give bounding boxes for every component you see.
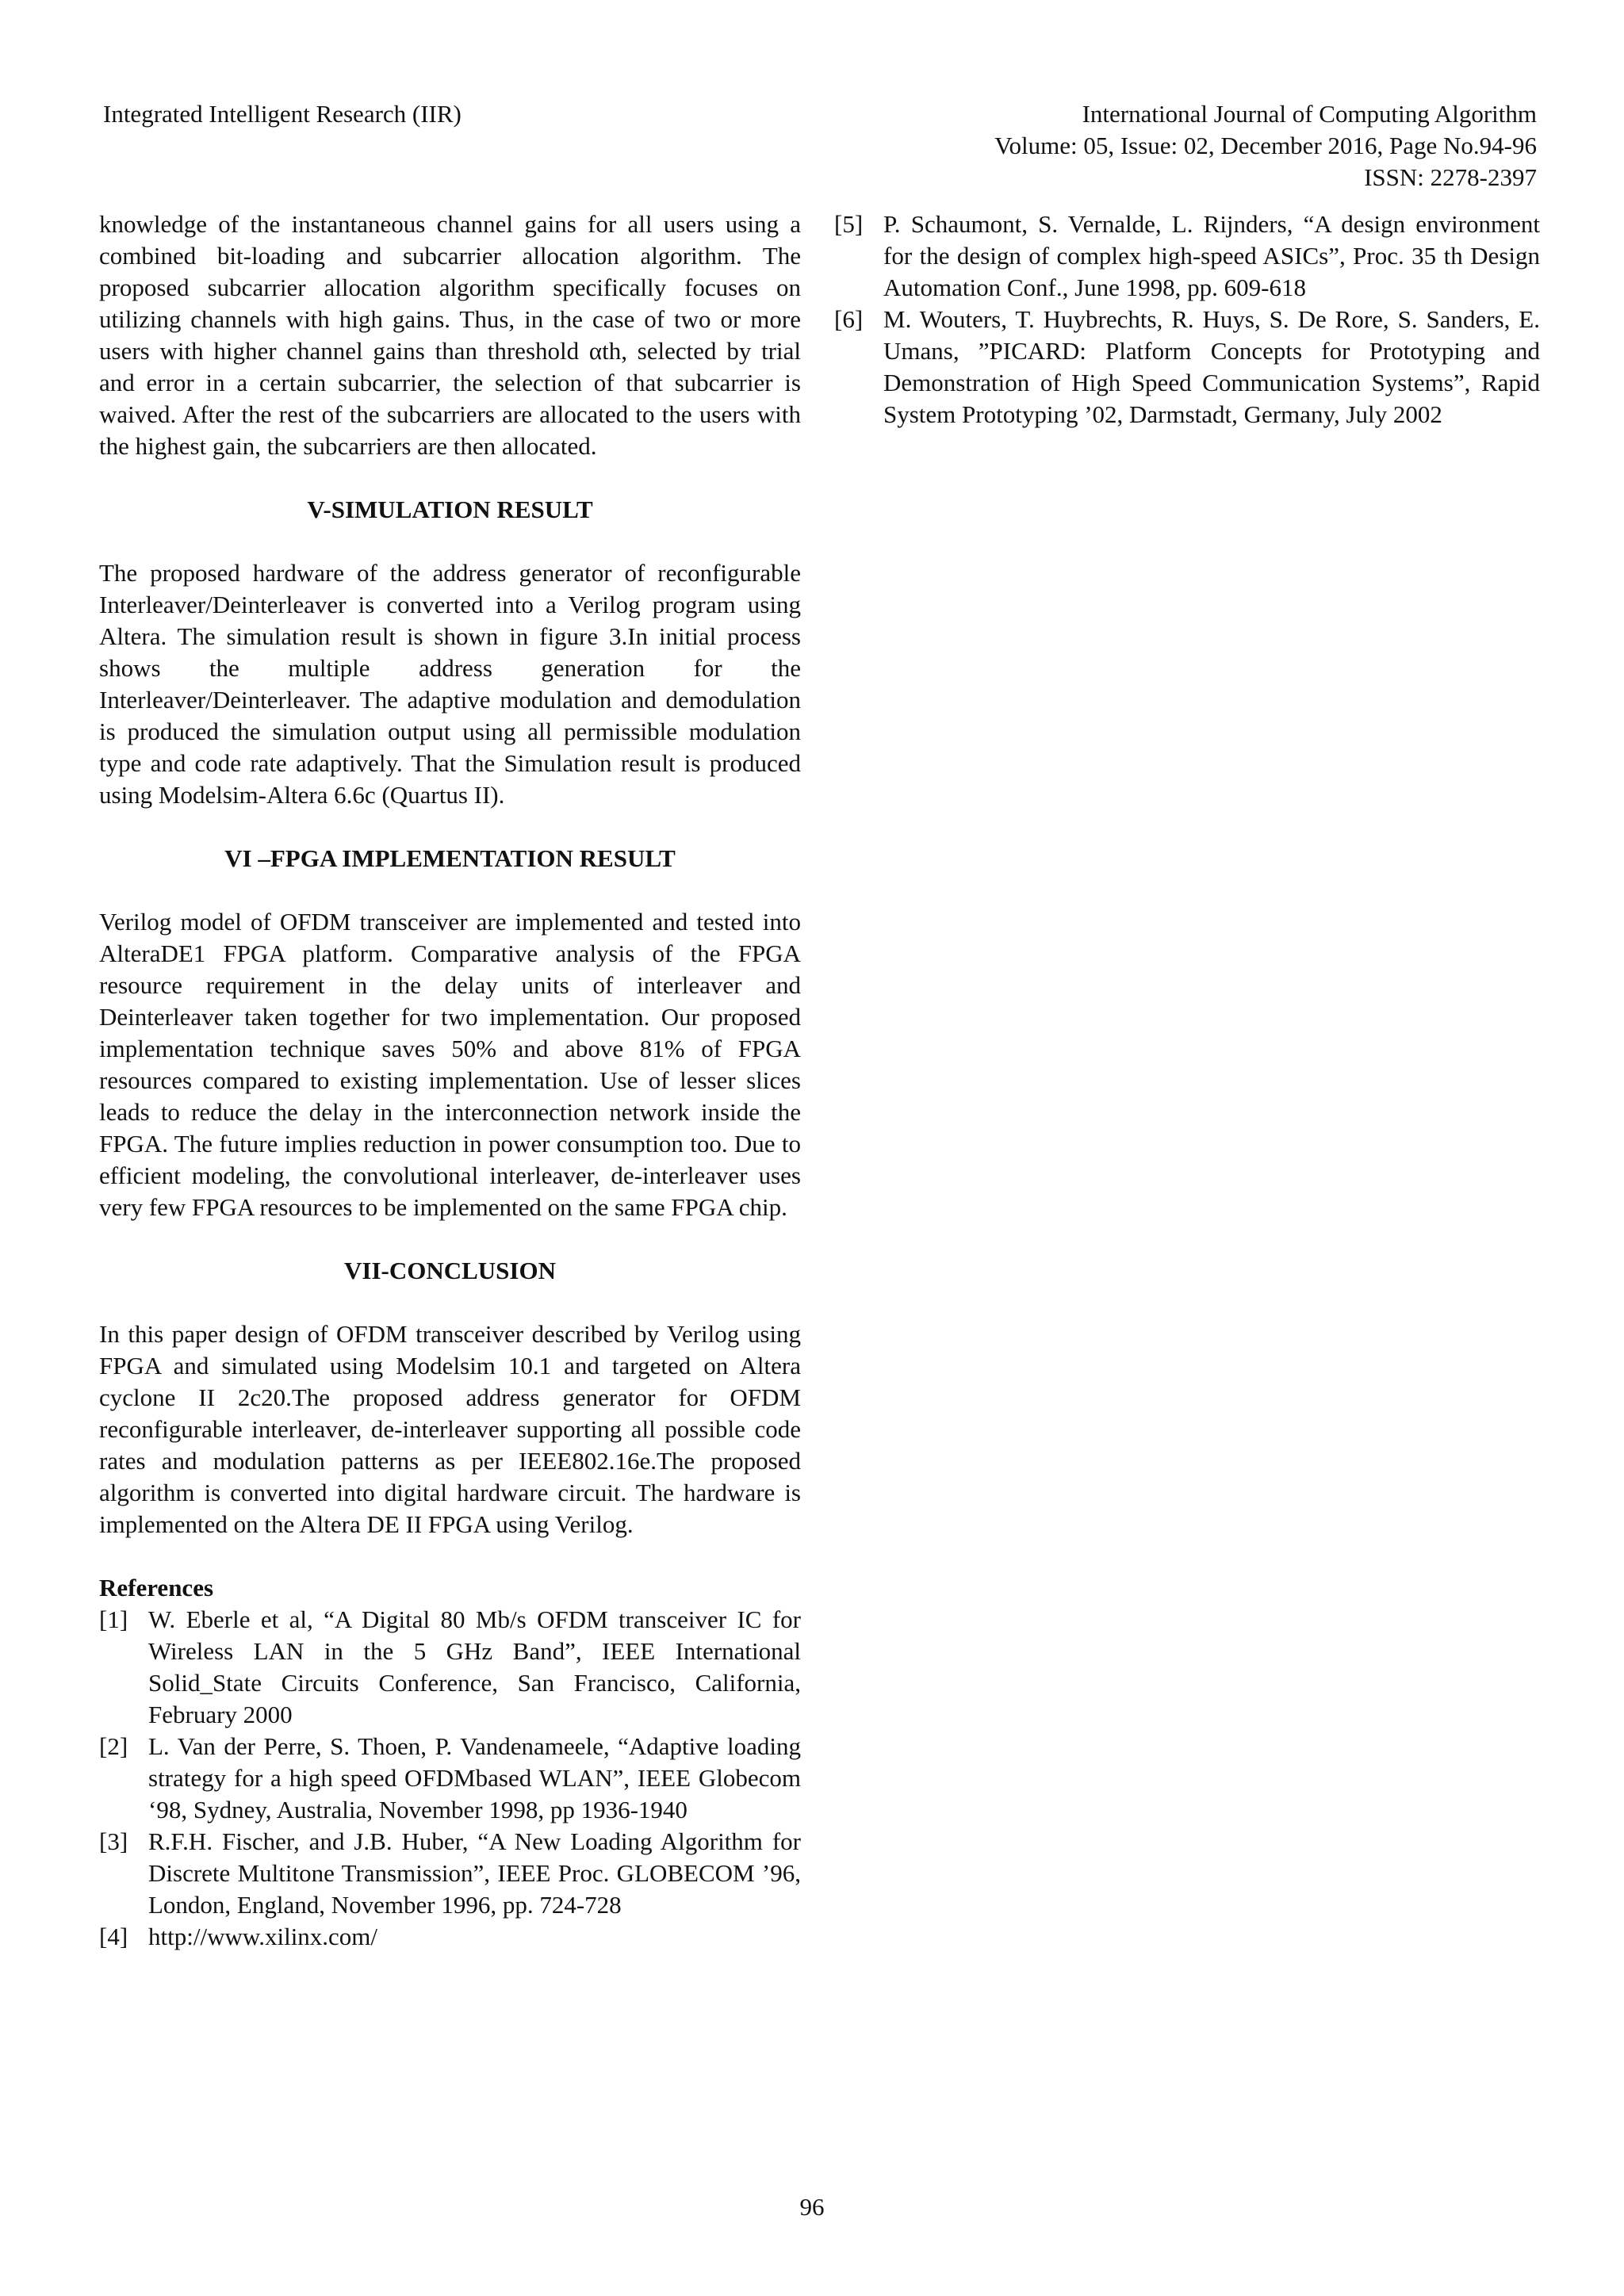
reference-number: [1]: [99, 1605, 128, 1633]
references-list-right: [834, 209, 1540, 430]
reference-item: [834, 304, 1540, 430]
page-number: 96: [799, 2193, 825, 2221]
reference-text: W. Eberle et al, “A Digital 80 Mb/s OFDM transceiver IC for Wireless LAN in the 5 GHz Band”, IEEE International Solid_State Circuits Conference, San Francisco, California, February 2000: [148, 1605, 801, 1728]
reference-text: M. Wouters, T. Huybrechts, R. Huys, S. De Rore, S. Sanders, E. Umans, ”PICARD: Platform Concepts for Prototyping and Demonstration of High Speed Communication Systems”, Rapid System Prototyping ’02, Darmstadt, Germany, July 2002: [883, 305, 1540, 428]
journal-name: International Journal of Computing Algorithm: [1082, 100, 1537, 128]
section-heading-fpga: VI –FPGA IMPLEMENTATION RESULT: [224, 844, 676, 872]
reference-item: [834, 209, 1540, 304]
reference-text: P. Schaumont, S. Vernalde, L. Rijnders, “A design environment for the design of complex high-speed ASICs”, Proc. 35 th Design Automation Conf., June 1998, pp. 609-618: [883, 210, 1540, 301]
reference-number: [4]: [99, 1923, 128, 1950]
section-paragraph-conclusion: In this paper design of OFDM transceiver described by Verilog using FPGA and simulated using Modelsim 10.1 and targeted on Altera cyclone II 2c20.The proposed address generator for OFDM reconfigurable interleaver, de-interleaver supporting all possible code rates and modulation patterns as per IEEE802.16e.The proposed algorithm is converted into digital hardware circuit. The hardware is implemented on the Altera DE II FPGA using Verilog.: [99, 1320, 801, 1538]
intro-paragraph: knowledge of the instantaneous channel gains for all users using a combined bit-loading and subcarrier allocation algorithm. The proposed subcarrier allocation algorithm specifically focuses on utilizing channels with high gains. Thus, in the case of two or more users with higher channel gains than threshold αth, selected by trial and error in a certain subcarrier, the selection of that subcarrier is waived. After the rest of the subcarriers are allocated to the users with the highest gain, the subcarriers are then allocated.: [99, 210, 801, 460]
section-heading-simulation: V-SIMULATION RESULT: [307, 496, 593, 523]
right-column: [834, 209, 1540, 430]
running-header-right: [823, 98, 1537, 193]
reference-item: [99, 1921, 801, 1953]
section-paragraph-simulation: The proposed hardware of the address generator of reconfigurable Interleaver/Deinterleaver is converted into a Verilog program using Altera. The simulation result is shown in figure 3.In initial process shows the multiple address generation for the Interleaver/Deinterleaver. The adaptive modulation and demodulation is produced the simulation output using all permissible modulation type and code rate adaptively. That the Simulation result is produced using Modelsim-Altera 6.6c (Quartus II).: [99, 559, 801, 809]
references-heading: References: [99, 1574, 214, 1601]
left-column: [99, 209, 801, 1953]
reference-item: [99, 1604, 801, 1731]
references-list-left: [99, 1604, 801, 1953]
reference-text: R.F.H. Fischer, and J.B. Huber, “A New Loading Algorithm for Discrete Multitone Transmission”, IEEE Proc. GLOBECOM ’96, London, England, November 1996, pp. 724-728: [148, 1827, 801, 1919]
reference-item: [99, 1826, 801, 1921]
reference-number: [5]: [834, 210, 864, 238]
journal-issn: ISSN: 2278-2397: [1364, 163, 1537, 191]
reference-number: [2]: [99, 1732, 128, 1760]
reference-number: [6]: [834, 305, 864, 333]
reference-number: [3]: [99, 1827, 128, 1855]
section-paragraph-fpga: Verilog model of OFDM transceiver are implemented and tested into AlteraDE1 FPGA platform. Comparative analysis of the FPGA resource requirement in the delay units of interleaver and Deinterleaver taken together for two implementation. Our proposed implementation technique saves 50% and above 81% of FPGA resources compared to existing implementation. Use of lesser slices leads to reduce the delay in the interconnection network inside the FPGA. The future implies reduction in power consumption too. Due to efficient modeling, the convolutional interleaver, de-interleaver uses very few FPGA resources to be implemented on the same FPGA chip.: [99, 908, 801, 1221]
reference-link-text: http://www.xilinx.com/: [148, 1923, 378, 1950]
running-header-left: Integrated Intelligent Research (IIR): [103, 100, 462, 128]
reference-item: [99, 1731, 801, 1826]
section-heading-conclusion: VII-CONCLUSION: [344, 1257, 556, 1284]
journal-volume-line: Volume: 05, Issue: 02, December 2016, Page No.94-96: [994, 132, 1537, 159]
reference-text: L. Van der Perre, S. Thoen, P. Vandenameele, “Adaptive loading strategy for a high speed OFDMbased WLAN”, IEEE Globecom ‘98, Sydney, Australia, November 1998, pp 1936-1940: [148, 1732, 801, 1823]
